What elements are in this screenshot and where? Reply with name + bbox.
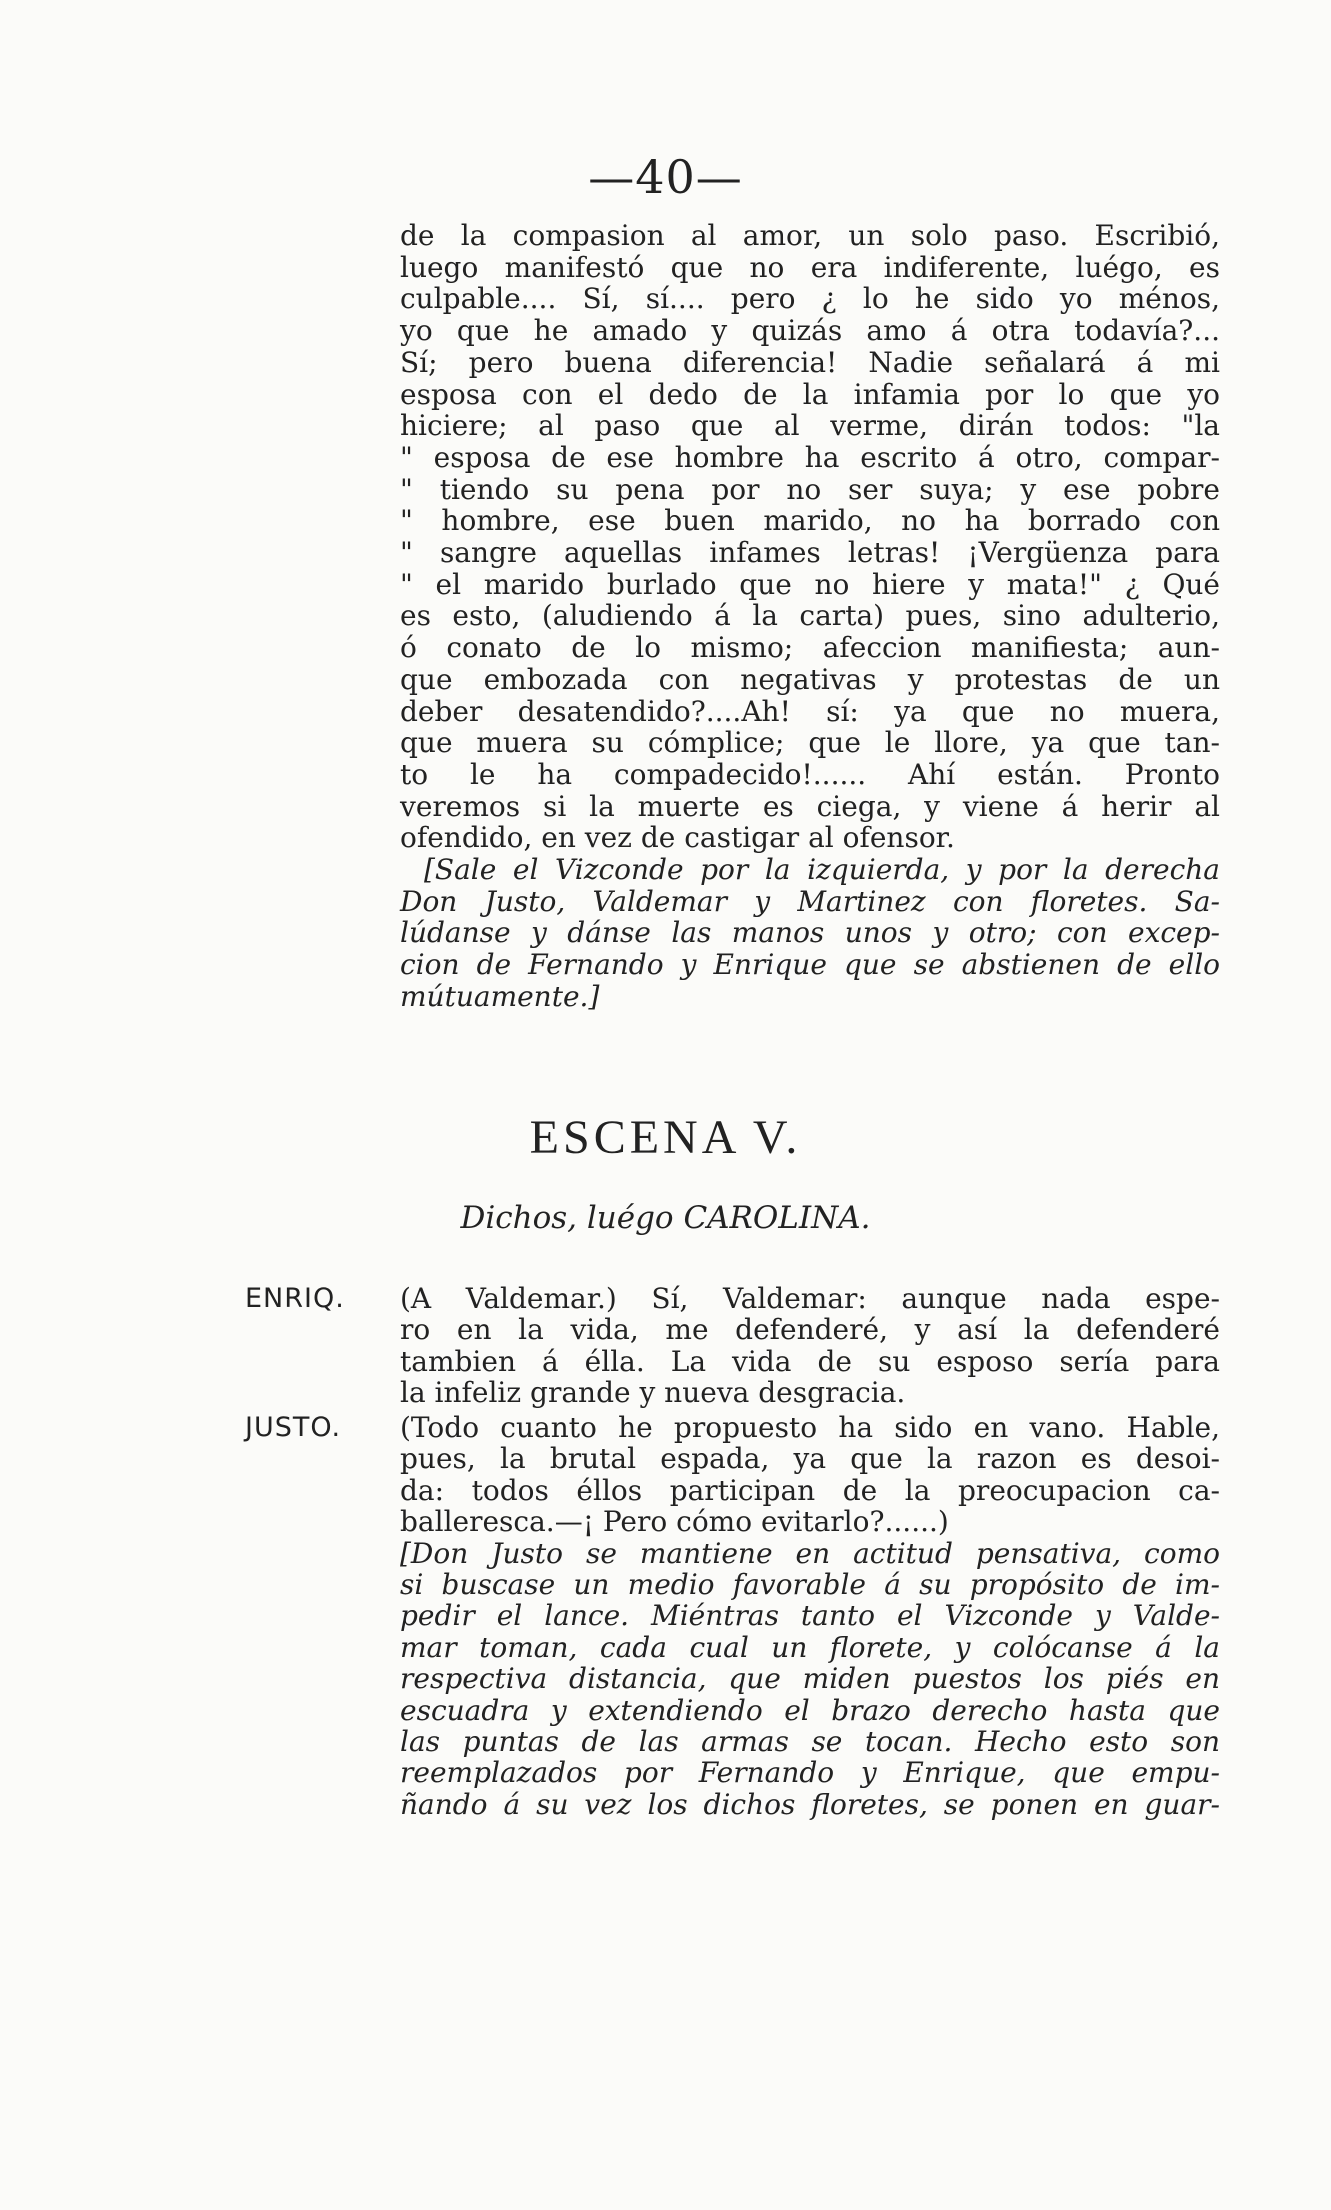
stage-direction: [400, 854, 1220, 1013]
text-line: da: todos éllos participan de la preocupacion ca-: [400, 1473, 1220, 1507]
text-line: to le ha compadecido!...... Ahí están. Pronto: [400, 757, 1220, 791]
text-line: culpable.... Sí, sí.... pero ¿ lo he sido yo ménos,: [400, 282, 1220, 316]
stage-direction-line: [Don Justo se mantiene en actitud pensativa, como: [400, 1536, 1220, 1570]
stage-direction-line: lúdanse y dánse las manos unos y otro; con excep-: [400, 916, 1220, 950]
scene-heading: ESCENA V.: [529, 1111, 802, 1164]
text-line: la infeliz grande y nueva desgracia.: [400, 1376, 906, 1410]
text-line: es esto, (aludiendo á la carta) pues, sino adulterio,: [400, 599, 1220, 633]
text-line: (Todo cuanto he propuesto ha sido en vano. Hable,: [400, 1411, 1220, 1444]
text-line: deber desatendido?....Ah! sí: ya que no muera,: [400, 694, 1220, 728]
stage-direction-line: ñando á su vez los dichos floretes, se ponen en guar-: [400, 1787, 1220, 1821]
text-line: (A Valdemar.) Sí, Valdemar: aunque nada espe-: [400, 1282, 1220, 1315]
text-line: yo que he amado y quizás amo á otra todavía?...: [400, 314, 1220, 348]
text-line: pues, la brutal espada, ya que la razon es desoi-: [400, 1442, 1220, 1476]
speech-enrique: [245, 1283, 1220, 1413]
stage-direction-line: Don Justo, Valdemar y Martinez con floretes. Sa-: [400, 884, 1220, 918]
text-line: " el marido burlado que no hiere y mata!" ¿ Qué: [400, 567, 1220, 601]
text-line: de la compasion al amor, un solo paso. Escribió,: [400, 219, 1220, 252]
stage-direction-line: escuadra y extendiendo el brazo derecho hasta que: [400, 1693, 1220, 1727]
stage-direction-line: mar toman, cada cual un florete, y colócanse á la: [400, 1630, 1220, 1664]
speech-text: [400, 1283, 1220, 1409]
text-line: " tiendo su pena por no ser suya; y ese pobre: [400, 472, 1220, 506]
text-line: que muera su cómplice; que le llore, ya que tan-: [400, 726, 1220, 760]
text-line: veremos si la muerte es ciega, y viene á herir al: [400, 789, 1220, 823]
stage-direction: [400, 1538, 1220, 1821]
stage-direction-line: [Sale el Vizconde por la izquierda, y por la derecha: [424, 853, 1220, 887]
speaker-name: ENRIQ.: [245, 1283, 345, 1314]
text-line: ó conato de lo mismo; afeccion manifiesta; aun-: [400, 631, 1220, 665]
speech-text: [400, 1412, 1220, 1820]
scene-characters: Dichos, luégo CAROLINA.: [460, 1200, 871, 1236]
monologue-paragraph: [400, 220, 1220, 1013]
page-number: —40—: [588, 150, 743, 204]
text-line: ro en la vida, me defenderé, y así la defenderé: [400, 1313, 1220, 1347]
text-line: balleresca.—¡ Pero cómo evitarlo?......): [400, 1505, 949, 1539]
speaker-name: JUSTO.: [245, 1412, 342, 1443]
text-line: " esposa de ese hombre ha escrito á otro, compar-: [400, 440, 1220, 474]
text-line: tambien á élla. La vida de su esposo sería para: [400, 1344, 1220, 1378]
text-line: ofendido, en vez de castigar al ofensor.: [400, 821, 955, 855]
stage-direction-line: mútuamente.]: [400, 979, 600, 1013]
stage-direction-line: cion de Fernando y Enrique que se abstienen de ello: [400, 948, 1220, 982]
stage-direction-line: reemplazados por Fernando y Enrique, que empu-: [400, 1756, 1220, 1790]
text-line: luego manifestó que no era indiferente, luégo, es: [400, 250, 1220, 284]
speech-justo: [245, 1412, 1220, 1852]
stage-direction-line: respectiva distancia, que miden puestos los piés en: [400, 1662, 1220, 1696]
text-line: " sangre aquellas infames letras! ¡Vergüenza para: [400, 536, 1220, 570]
text-line: hiciere; al paso que al verme, dirán todos: "la: [400, 409, 1220, 443]
text-line: " hombre, ese buen marido, no ha borrado con: [400, 504, 1220, 538]
stage-direction-line: si buscase un medio favorable á su propósito de im-: [400, 1568, 1220, 1602]
text-line: esposa con el dedo de la infamia por lo que yo: [400, 377, 1220, 411]
stage-direction-line: pedir el lance. Miéntras tanto el Vizconde y Valde-: [400, 1599, 1220, 1633]
text-line: Sí; pero buena diferencia! Nadie señalará á mi: [400, 345, 1220, 379]
stage-direction-line: las puntas de las armas se tocan. Hecho esto son: [400, 1725, 1220, 1759]
text-line: que embozada con negativas y protestas de un: [400, 662, 1220, 696]
